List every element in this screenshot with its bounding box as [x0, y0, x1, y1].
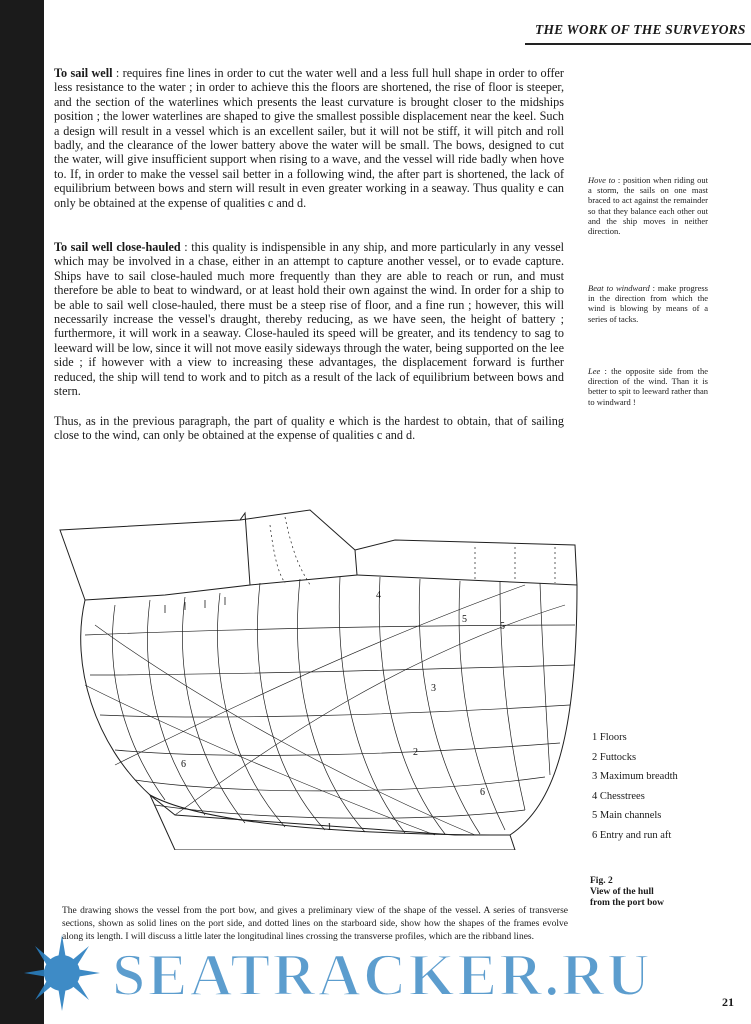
legend-item: 6 Entry and run aft — [592, 829, 672, 841]
margin-note-hove-to — [588, 175, 708, 236]
hull-label-entry-run-aft: 6 — [181, 759, 186, 770]
scan-edge-shadow — [0, 0, 44, 1024]
running-head-rule — [525, 43, 751, 45]
keel-outline — [150, 795, 515, 850]
note-text: : the opposite side from the direction of the wind. Than it is better to spit to leeward rather than to windward ! — [588, 366, 708, 407]
note-term: Beat to windward — [588, 283, 650, 293]
figure-number: Fig. 2 — [590, 876, 613, 886]
margin-note-lee — [588, 366, 708, 407]
hull-line-drawing — [55, 505, 580, 850]
paragraph-sail-well — [54, 66, 564, 210]
watermark-text: SEATRACKER.RU — [112, 942, 652, 1008]
paragraph-conclusion — [54, 414, 564, 443]
legend-item: 4 Chesstrees — [592, 790, 645, 802]
note-text: : position when riding out a storm, the sails on one mast braced to act against the remainder so that they balance each other out and the ship moves in neither direction. — [588, 175, 708, 237]
running-head: THE WORK OF THE SURVEYORS — [535, 22, 746, 37]
note-term: Hove to — [588, 175, 616, 185]
paragraph-text: : requires fine lines in order to cut the water well and a less full hull shape in order to offer less resistance to the water ; in order to achieve this the floors are shortened, the rise of floor is steeper, and the section of the waterlines which presents the least curvature is brought closer to the midships position ; the lower waterlines are shaped to give the smallest possible displacement near the keel. Such a design will result in a vessel which is an excellent sailer, but it will not be stiff, it will pitch and roll badly, and the clearance of the lower battery above the water will be small. The bows, designed to cut the water, will give insufficient support when rising to a wave, and the vessel will ride badly when hove to. If, in order to make the vessel sail better in a following wind, the after part is shortened, the lack of equilibrium between bows and stern will result in even greater working in a seaway. Thus quality e can only be obtained at the expense of qualities c and d. — [54, 66, 564, 210]
margin-note-beat-to-windward — [588, 283, 708, 324]
legend-item: 2 Futtocks — [592, 751, 637, 763]
figure-description: The drawing shows the vessel from the port bow, and gives a preliminary view of the shape of the vessel. A series of transverse sections, shown as solid lines on the port side, and dotted lines on the starboard side, show how the shapes of the frames evolve along its length. I will discuss a little later the longitudinal lines crossing the transverse profiles, which are the ribband lines. — [62, 906, 568, 942]
hull-label-floors: 1 — [327, 822, 332, 833]
note-term: Lee — [588, 366, 601, 376]
paragraph-text: Thus, as in the previous paragraph, the part of quality e which is the hardest to obtain, that of sailing close to the wind, can only be obtained at the expense of qualities c and d. — [54, 414, 564, 443]
stern-outline — [60, 513, 250, 600]
figure-caption — [590, 876, 700, 909]
hull-label-futtocks: 2 — [413, 747, 418, 758]
hull-label-main-channels: 5 — [462, 614, 467, 625]
note-text: : make progress in the direction from which the wind is blowing by means of a series of tacks. — [588, 283, 708, 324]
legend-item: 1 Floors — [592, 732, 627, 743]
figure-title-line1: View of the hull — [590, 887, 654, 897]
figure-title-line2: from the port bow — [590, 898, 664, 908]
paragraph-close-hauled — [54, 240, 564, 398]
watermark-burst-icon — [24, 935, 100, 1011]
hull-label-maximum-breadth: 3 — [431, 683, 436, 694]
watermark — [0, 915, 751, 1024]
figure-legend — [592, 728, 678, 846]
paragraph-text: : this quality is indispensible in any ship, and more particularly in any vessel which may be involved in a chase, either in an attempt to capture another vessel, or to evade capture. Ships have to sail close-hauled much more frequently than they are able to reach or run, and must therefore be able to beat to windward, or at least hold their own against the wind. In order for a ship to be able to sail well close-hauled, there must be a steep rise of floor, and a fine run ; however, this will necessarily increase the vessel's draught, thereby reducing, as we have seen, the height of battery ; furthermore, it will work in a seaway. Close-hauled its speed will be greater, and its tendency to sag to leeward will be low, since it will not move easily sideways through the water, being supported on the lee side ; if however with a view to increasing these advantages, the displacement forward is further reduced, the ship will tend to work and to pitch as a result of the lack of equilibrium between bows and stern. — [54, 240, 564, 399]
hull-label-main-channels-2: 5 — [500, 621, 505, 632]
paragraph-lead: To sail well close-hauled — [54, 240, 181, 254]
bow-bulwark-outline — [355, 540, 577, 585]
paragraph-lead: To sail well — [54, 66, 113, 80]
hull-label-chesstrees: 4 — [376, 590, 381, 601]
midship-bulwark-outline — [240, 510, 357, 585]
page-number: 21 — [722, 995, 734, 1009]
legend-item: 5 Main channels — [592, 810, 662, 822]
hull-label-entry-run-aft-2: 6 — [480, 787, 485, 798]
legend-item: 3 Maximum breadth — [592, 771, 678, 783]
